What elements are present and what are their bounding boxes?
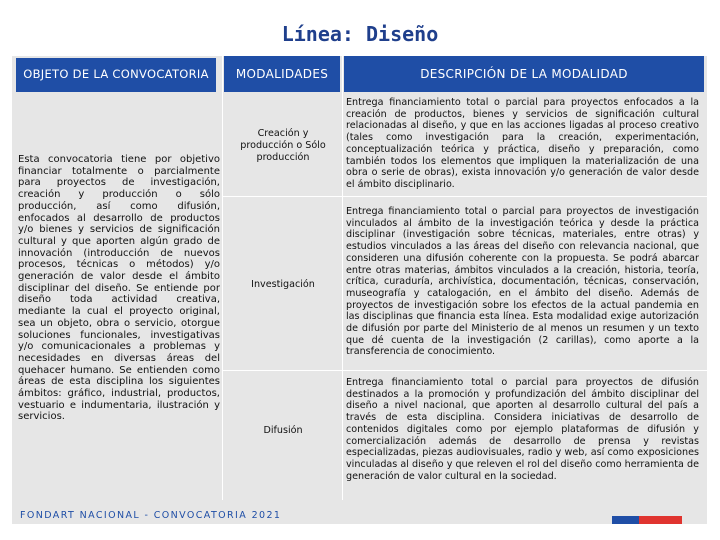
flag-stripe-red xyxy=(639,516,682,524)
descripcion-investigacion: Entrega financiamiento total o parcial para proyectos de investigación vinculados al ámbito de la investigación teórica y desde la práctica disciplinar (investigación sobre técnicas, materiales, entre otras) y estudios vinculados a las áreas del diseño con relevancia nacional, que consideren una difusión coherente con la propuesta. Se podrá abarcar entre otras materias, ámbitos vinculados a la creación, historia, teoría, crítica, curaduría, archivística, documentación, técnicas, conservación, museografía y catalogación, en el ámbito del diseño. Además de proyectos de investigación sobre los efectos de la actual pandemia en las disciplinas que financia esta línea. Esta modalidad exige autorización de difusión por parte del Ministerio de al menos un resumen y un texto que dé cuenta de la investigación (2 carillas), como aporte a la transferencia de conocimiento. xyxy=(346,206,699,358)
modalidad-difusion-label: Difusión xyxy=(263,425,303,436)
modalidad-investigacion-label: Investigación xyxy=(251,279,315,290)
objeto-description: Esta convocatoria tiene por objetivo financiar totalmente o parcialmente para proyectos de investigación, creación y producción o sólo producción, así como difusión, enfocados al desarrollo de productos y/o bienes y servicios de significación cultural y que aporten algún grado de innovación (introducción de nuevos procesos, técnicas o métodos) y/o generación de valor desde el ámbito disciplinar del diseño. Se entiende por diseño toda actividad creativa, mediante la cual el proyecto original, sea un objeto, obra o servicio, otorgue soluciones funcionales, investigativas y/o comunicacionales a problemas y necesidades en diversas áreas del quehacer humano. Se entienden como áreas de esta disciplina los siguientes ámbitos: gráfico, industrial, productos, vestuario e indumentaria, ilustración y servicios. xyxy=(18,154,220,423)
header-objeto: OBJETO DE LA CONVOCATORIA xyxy=(16,58,216,92)
column-divider xyxy=(342,56,343,500)
footer-label: FONDART NACIONAL - CONVOCATORIA 2021 xyxy=(20,510,282,521)
modalidad-creacion-label: Creación y producción o Sólo producción xyxy=(240,128,326,163)
descripcion-creacion: Entrega financiamiento total o parcial para proyectos enfocados a la creación de productos, bienes y servicios de significación cultural relacionadas al diseño, y que en las acciones ligadas al proceso creativo (tales como investigación para la creación, experimentación, conceptualización teórica y práctica, diseño y preparación, como también todos los elementos que impliquen la materialización de una obra o serie de obras), exista innovación y/o generación de valor desde el ámbito disciplinario. xyxy=(346,97,699,190)
page-title: Línea: Diseño xyxy=(281,22,439,46)
column-divider xyxy=(222,56,223,500)
row-divider xyxy=(222,196,707,197)
descripcion-difusion: Entrega financiamiento total o parcial para proyectos de difusión destinados a la promoción y profundización del ámbito disciplinar del diseño a nivel nacional, que aporten al desarrollo cultural del país a través de esta disciplina. Considera iniciativas de desarrollo de contenidos digitales como por ejemplo plataformas de difusión y comercialización además de desarrollo de prensa y revistas especializadas, piezas audiovisuales, radio y web, así como exposiciones vinculadas al diseño y que releven el rol del diseño como herramienta de generación de valor cultural en la sociedad. xyxy=(346,377,699,482)
row-divider xyxy=(222,370,707,371)
header-descripcion: DESCRIPCIÓN DE LA MODALIDAD xyxy=(344,56,704,92)
header-modalidades: MODALIDADES xyxy=(224,56,340,92)
flag-stripe-blue xyxy=(612,516,639,524)
